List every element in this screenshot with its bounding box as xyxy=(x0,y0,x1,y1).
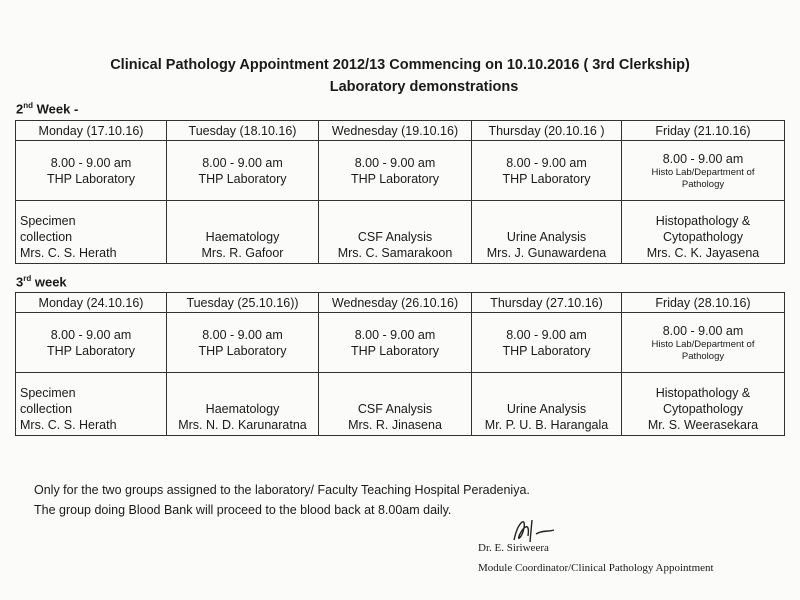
week-3-schedule-table xyxy=(15,292,785,436)
activity-cell: Histopathology & Cytopathology Mr. S. Weerasekara xyxy=(622,373,785,436)
time-cell: 8.00 - 9.00 am Histo Lab/Department of Pathology xyxy=(622,141,785,201)
time-cell: 8.00 - 9.00 am THP Laboratory xyxy=(16,313,167,373)
day-header: Wednesday (26.10.16) xyxy=(319,293,472,313)
signature-role: Module Coordinator/Clinical Pathology Appointment xyxy=(478,562,714,574)
time-cell: 8.00 - 9.00 am Histo Lab/Department of Pathology xyxy=(622,313,785,373)
day-header: Wednesday (19.10.16) xyxy=(319,121,472,141)
table-row xyxy=(16,141,785,201)
activity-cell: CSF Analysis Mrs. R. Jinasena xyxy=(319,373,472,436)
day-header: Monday (17.10.16) xyxy=(16,121,167,141)
week-2-schedule-table xyxy=(15,120,785,264)
day-header: Tuesday (18.10.16) xyxy=(167,121,319,141)
activity-cell: Urine Analysis Mr. P. U. B. Harangala xyxy=(472,373,622,436)
day-header: Friday (28.10.16) xyxy=(622,293,785,313)
day-header: Thursday (20.10.16 ) xyxy=(472,121,622,141)
activity-cell: Urine Analysis Mrs. J. Gunawardena xyxy=(472,201,622,264)
table-header-row xyxy=(16,293,785,313)
activity-cell: Haematology Mrs. N. D. Karunaratna xyxy=(167,373,319,436)
day-header: Friday (21.10.16) xyxy=(622,121,785,141)
time-cell: 8.00 - 9.00 am THP Laboratory xyxy=(167,141,319,201)
document-title: Clinical Pathology Appointment 2012/13 Commencing on 10.10.2016 ( 3rd Clerkship) xyxy=(110,57,690,73)
handwritten-signature-icon xyxy=(508,512,568,546)
time-cell: 8.00 - 9.00 am THP Laboratory xyxy=(167,313,319,373)
document-subtitle: Laboratory demonstrations xyxy=(329,79,519,95)
week-3-label: 3rd week xyxy=(16,274,67,290)
day-header: Thursday (27.10.16) xyxy=(472,293,622,313)
time-cell: 8.00 - 9.00 am THP Laboratory xyxy=(472,141,622,201)
activity-cell: Specimen collection Mrs. C. S. Herath xyxy=(16,373,167,436)
activity-cell: Histopathology & Cytopathology Mrs. C. K. Jayasena xyxy=(622,201,785,264)
week-2-label: 2nd Week - xyxy=(16,101,79,117)
activity-cell: CSF Analysis Mrs. C. Samarakoon xyxy=(319,201,472,264)
signature-name: Dr. E. Siriweera xyxy=(478,542,549,554)
table-row xyxy=(16,373,785,436)
activity-cell: Specimen collection Mrs. C. S. Herath xyxy=(16,201,167,264)
activity-cell: Haematology Mrs. R. Gafoor xyxy=(167,201,319,264)
table-row xyxy=(16,201,785,264)
day-header: Monday (24.10.16) xyxy=(16,293,167,313)
day-header: Tuesday (25.10.16)) xyxy=(167,293,319,313)
note-line: Only for the two groups assigned to the laboratory/ Faculty Teaching Hospital Peradeniya. xyxy=(34,483,530,497)
table-row xyxy=(16,313,785,373)
notes-block xyxy=(34,480,530,520)
time-cell: 8.00 - 9.00 am THP Laboratory xyxy=(16,141,167,201)
time-cell: 8.00 - 9.00 am THP Laboratory xyxy=(472,313,622,373)
time-cell: 8.00 - 9.00 am THP Laboratory xyxy=(319,141,472,201)
note-line: The group doing Blood Bank will proceed to the blood back at 8.00am daily. xyxy=(34,503,452,517)
table-header-row xyxy=(16,121,785,141)
time-cell: 8.00 - 9.00 am THP Laboratory xyxy=(319,313,472,373)
